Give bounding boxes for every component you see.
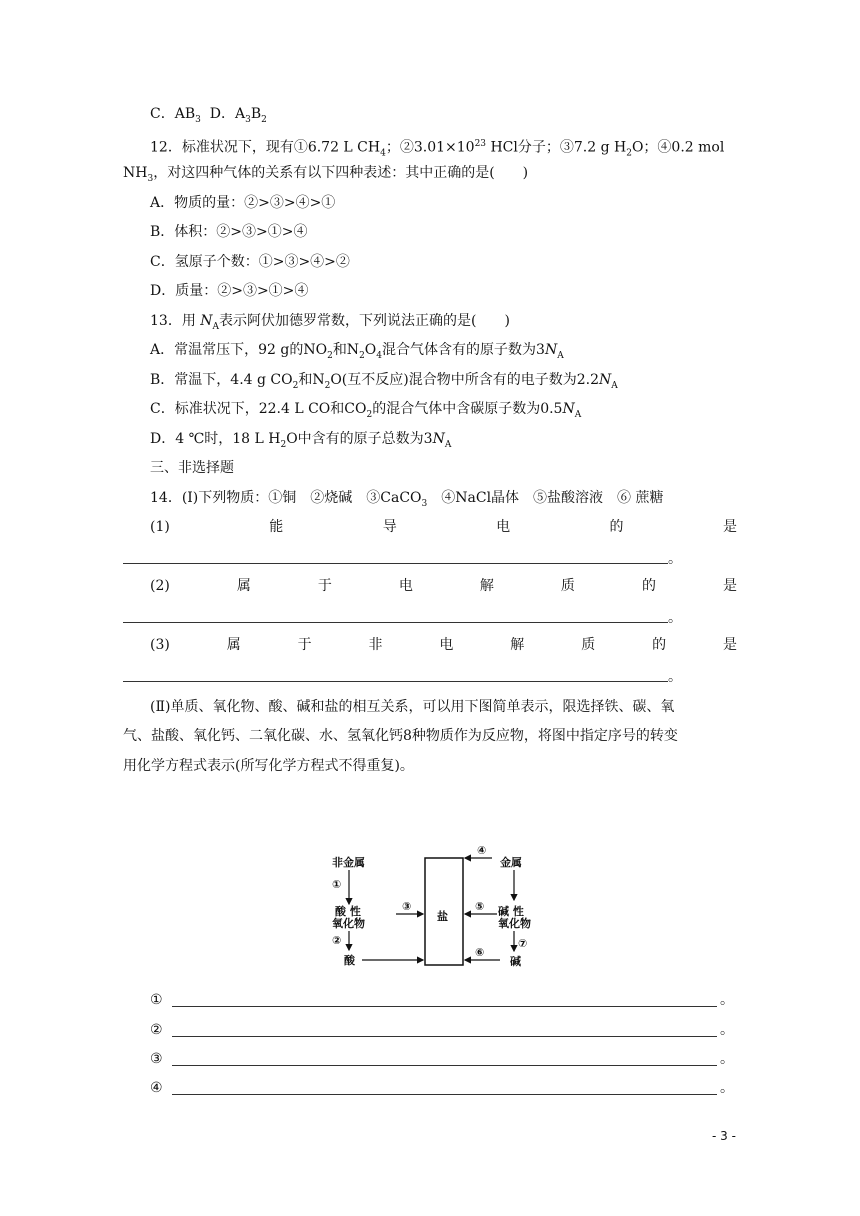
q12-option-d: D．质量：②>③>①>④ <box>150 283 309 299</box>
q12-stem-line2: $NH_3$，对这四种气体的关系有以下四种表述：其中正确的是( ) <box>123 165 529 184</box>
answer-number-3: ③ <box>150 1051 163 1067</box>
q14-sub3-prompt: (3) 属 于 非 电 解 质 的 是 <box>150 637 737 653</box>
step-5-label: ⑤ <box>475 900 485 913</box>
q13-stem: 13．用 $N_A$表示阿伏加德罗常数，下列说法正确的是( ) <box>150 313 510 332</box>
q12-stem-line1: 12．标准状况下，现有①6.72 L $CH_4$；$②3.01\times 10^{23}$ HCl分子；③7.2 g $H_2O$；④0.2 mol <box>150 139 725 159</box>
step-3-label: ③ <box>402 900 412 913</box>
q14-part1-stem: 14．(Ⅰ)下列物质：①铜 ②烧碱 ③CaCO$_3$ ④NaCl晶体 ⑤盐酸溶液 ⑥ 蔗糖 <box>150 490 664 509</box>
q14-sub1-prompt: (1) 能 导 电 的 是 <box>150 519 737 535</box>
answer-line-4[interactable]: ④ 。 <box>150 1080 734 1096</box>
step-1-label: ① <box>332 878 342 891</box>
nonmetal-label: 非金属 <box>332 856 365 869</box>
q12-option-b: B．体积：②>③>①>④ <box>150 224 308 240</box>
q14-part2-line3: 用化学方程式表示(所写化学方程式不得重复)。 <box>123 758 414 774</box>
answer-line-3[interactable]: ③ 。 <box>150 1051 734 1067</box>
q11-options: C．$AB_3$ D．$A_3B_2$ <box>150 106 267 125</box>
q14-sub2-prompt: (2) 属 于 电 解 质 的 是 <box>150 578 737 594</box>
acid-label: 酸 <box>344 954 355 967</box>
step-7-label: ⑦ <box>518 937 528 950</box>
answer-number-1: ① <box>150 992 163 1008</box>
q12-option-a: A．物质的量：②>③>④>① <box>150 195 336 211</box>
q13-option-b: B．常温下，4.4 g $CO_2$和$N_2O$(互不反应)混合物中所含有的电子数为$2.2N_A$ <box>150 372 618 391</box>
salt-label: 盐 <box>437 910 448 923</box>
q14-part2-line2: 气、盐酸、氧化钙、二氧化碳、水、氢氧化钙8种物质作为反应物，将图中指定序号的转变 <box>123 728 678 744</box>
metal-label: 金属 <box>500 856 522 869</box>
q13-option-d: D．4 ℃时，18 L $H_2O$中含有的原子总数为$3N_A$ <box>150 431 452 450</box>
q14-sub3-period: 。 <box>668 669 682 685</box>
q13-option-c: C．标准状况下，22.4 L CO和$CO_2$的混合气体中含碳原子数为$0.5N_A$ <box>150 401 582 420</box>
step-2-label: ② <box>332 934 342 947</box>
page-number: - 3 - <box>712 1129 736 1143</box>
step-4-label: ④ <box>477 844 487 857</box>
base-label: 碱 <box>510 955 521 968</box>
basic-oxide-label-1: 碱 性 <box>498 905 524 918</box>
step-6-label: ⑥ <box>475 946 485 959</box>
q13-option-a: A．常温常压下，92 g的$NO_2$和$N_2O_4$混合气体含有的原子数为$3N_A$ <box>150 342 564 361</box>
q14-sub1-period: 。 <box>668 551 682 567</box>
acidic-oxide-label-1: 酸 性 <box>335 905 361 918</box>
substance-relationship-diagram <box>322 838 552 973</box>
q14-sub2-period: 。 <box>668 610 682 626</box>
q14-part2-line1: (Ⅱ)单质、氧化物、酸、碱和盐的相互关系，可以用下图简单表示，限选择铁、碳、氧 <box>150 699 675 715</box>
q14-sub1-answer-line[interactable] <box>123 563 668 564</box>
q14-sub3-answer-line[interactable] <box>123 681 668 682</box>
q14-sub2-answer-line[interactable] <box>123 622 668 623</box>
section-heading: 三、非选择题 <box>150 460 234 476</box>
q12-option-c: C．氢原子个数：①>③>④>② <box>150 254 350 270</box>
answer-number-2: ② <box>150 1022 163 1038</box>
basic-oxide-label-2: 氧化物 <box>498 917 531 930</box>
answer-line-2[interactable]: ② 。 <box>150 1022 734 1038</box>
answer-number-4: ④ <box>150 1080 163 1096</box>
answer-line-1[interactable]: ① 。 <box>150 992 734 1008</box>
acidic-oxide-label-2: 氧化物 <box>332 917 365 930</box>
